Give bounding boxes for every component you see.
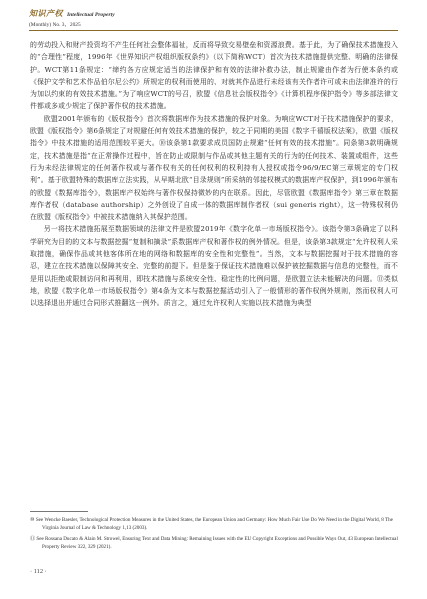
footnote: ⑩ See Wencke Baesler, Technological Protection Measures in the United States, the European Union and Germany: How Much Fair Use Do We Need in the Digital World, 8 The Virginia Journal of Law & Technology 1,13 (2003). [30,517,393,532]
journal-header [29,8,409,28]
footnotes [30,516,398,554]
page-number: · 112 · [30,568,47,575]
paragraph: 的劳动投入和财产投资均不产生任何社会整体福祉，反而将导致交易壁垒和资源浪费。基于此，为了确保技术措施投入的“合理性”程度，1996年《世界知识产权组织版权条约》（以下简称WCT）首次为技术措施提供完整、明确的法律保护。WCT第11条规定：“缔约各方应规定适当的法律保护和有效的法律补救办法，制止规避由作者为行使本条约或《保护文学和艺术作品伯尔尼公约》所规定的权利而使用的、对就其作品进行未经该有关作者许可或未由法律准许的行为加以约束的有效技术措施。”为了响应WCT的号召，欧盟《信息社会版权指令》《计算机程序保护指令》等多部法律文件都或多或少规定了保护著作权的技术措施。 [30,41,398,111]
header-rule [29,30,398,31]
footnote: ⑪ See Rossana Ducato & Alain M. Strowel, Ensuring Text and Data Mining: Remaining Issues with the EU Copyright Exceptions and Possible Ways Out, 43 European Intellectual Property Review 322, 329 (2021). [30,535,398,551]
issue-number: (Monthly) No. 3，2025 [29,22,81,28]
journal-title-cn: 知识产权 [29,8,63,18]
paragraph: 另一将技术措施拓展至数据领域的法律文件是欧盟2019年《数字化单一市场版权指令》。该指令第3条确定了以科学研究为目的的文本与数据挖掘“复制和摘录”系数据库产权和著作权的例外情况。但是，该条第3款规定“允许权利人采取措施，确保作品或其他客体所在地的网络和数据库的安全性和完整性”。当然，文本与数据挖掘对于技术措施的容忍，建立在技术措施以保障其安全、完整的前提下。但是鉴于保证技术措施难以保护被挖掘数据与信息的完整性，而不是用以拒绝或限制访问和再利用，即技术措施与系统安全性、稳定性的比例问题，是欧盟立法未能解决的问题。⑪类似地，欧盟《数字化单一市场版权指令》第4条为文本与数据挖掘活动引入了一般情形的著作权例外规则，然而权利人可以选择退出并通过合同形式推翻这一例外。质言之，通过允许权利人实施以技术措施为典型 [30,225,398,308]
paragraph: 欧盟2001年颁布的《版权指令》首次将数据库作为技术措施的保护对象。为响应WCT对于技术措施保护的要求，欧盟《版权指令》第6条规定了对规避任何有效技术措施的保护，较之于同期的美国《数字千禧版权法案》，欧盟《版权指令》中技术措施的适用范围较平更大。⑩该条第1款要求成员国防止规避“任何有效的技术措施”。同条第3款明确规定，技术措施是指“在正常操作过程中，旨在防止或限制与作品或其他主题有关的行为的任何技术、装置或组件，这些行为未经法律规定的任何著作权或与著作权有关的任何权利的权利持有人授权或指令96/9/EC第三章规定的专门权利”。基于欧盟特殊的数据库立法实践，从早期北欧“目录规则”所采纳的邻接权模式的数据库产权保护，到1996年颁布的欧盟《数据库指令》，数据库产权始终与著作权保持微妙的内在联系。因此，尽管欧盟《数据库指令》第三章在数据库作者权（database authorship）之外创设了自成一体的数据库制作者权（sui generis right），这一特殊权利仍在欧盟《版权指令》中被技术措施纳入其保护范围。 [30,114,398,222]
article-body [30,39,398,310]
footnote-rule [30,511,88,512]
journal-masthead [29,8,409,19]
journal-title-en: Intellectual Property [67,12,115,18]
